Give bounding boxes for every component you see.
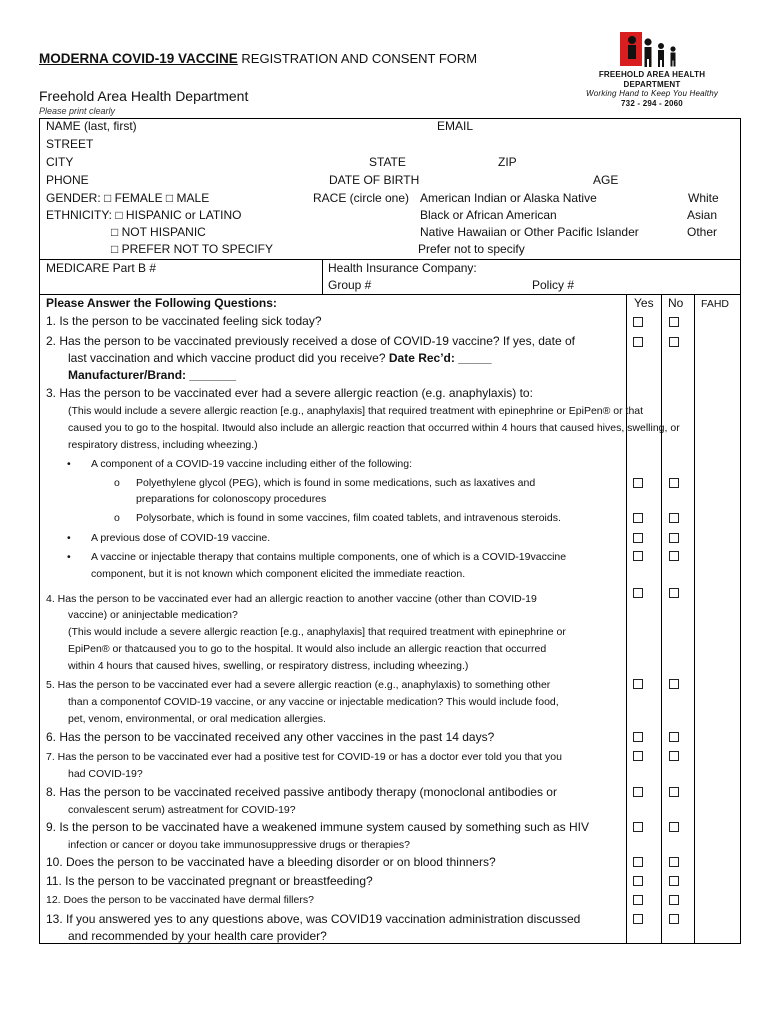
race-option-native-hawaiian[interactable]: Native Hawaiian or Other Pacific Islander — [420, 225, 639, 239]
q10-yes-checkbox[interactable] — [633, 857, 643, 867]
name-field-label[interactable]: NAME (last, first) — [46, 119, 137, 133]
col-divider-no — [661, 294, 662, 944]
question-3-sub-1-line2: preparations for colonoscopy procedures — [136, 493, 327, 505]
medicare-field-label[interactable]: MEDICARE Part B # — [46, 261, 157, 275]
q3-polysorbate-yes-checkbox[interactable] — [633, 513, 643, 523]
question-4-line3: (This would include a severe allergic reaction [e.g., anaphylaxis] that required treatment with epinephrine or — [68, 626, 566, 638]
q3-multi-component-no-checkbox[interactable] — [669, 551, 679, 561]
question-8-line2: convalescent serum) astreatment for COVID-19? — [68, 804, 296, 816]
question-13-line2: and recommended by your health care provider? — [68, 929, 327, 943]
q5-no-checkbox[interactable] — [669, 679, 679, 689]
question-5-line3: pet, venom, environmental, or oral medication allergies. — [68, 713, 326, 725]
race-option-asian[interactable]: Asian — [687, 208, 718, 222]
question-2-line2-text: last vaccination and which vaccine product did you receive? — [68, 351, 389, 365]
question-3-bullet-1: A component of a COVID-19 vaccine including either of the following: — [91, 458, 413, 470]
q3-polysorbate-no-checkbox[interactable] — [669, 513, 679, 523]
state-field-label[interactable]: STATE — [369, 155, 406, 169]
question-11: 11. Is the person to be vaccinated pregnant or breastfeeding? — [46, 874, 373, 888]
q13-yes-checkbox[interactable] — [633, 914, 643, 924]
q11-yes-checkbox[interactable] — [633, 876, 643, 886]
questions-header: Please Answer the Following Questions: — [46, 296, 277, 310]
question-3-bullet-2: A previous dose of COVID-19 vaccine. — [91, 532, 271, 544]
logo-phone: 732 - 294 - 2060 — [621, 98, 683, 108]
ethnicity-option-not-hispanic[interactable]: □ NOT HISPANIC — [111, 225, 206, 239]
race-option-prefer-not[interactable]: Prefer not to specify — [418, 242, 525, 256]
col-divider-yes — [626, 294, 627, 944]
q12-no-checkbox[interactable] — [669, 895, 679, 905]
policy-number-label[interactable]: Policy # — [532, 278, 575, 292]
q3-previous-dose-no-checkbox[interactable] — [669, 533, 679, 543]
q9-no-checkbox[interactable] — [669, 822, 679, 832]
question-12: 12. Does the person to be vaccinated have dermal fillers? — [46, 894, 314, 906]
question-7-line2: had COVID-19? — [68, 768, 143, 780]
question-2-line2 — [68, 351, 492, 366]
question-5-line1: 5. Has the person to be vaccinated ever had a severe allergic reaction (e.g., anaphylaxis) to something other — [46, 679, 551, 691]
q4-no-checkbox[interactable] — [669, 588, 679, 598]
q8-no-checkbox[interactable] — [669, 787, 679, 797]
form-title-rest: REGISTRATION AND CONSENT FORM — [237, 51, 478, 66]
question-2-line1: 2. Has the person to be vaccinated previously received a dose of COVID-19 vaccine? If yes, date of — [46, 334, 575, 348]
q3-peg-no-checkbox[interactable] — [669, 478, 679, 488]
zip-field-label[interactable]: ZIP — [498, 155, 517, 169]
question-4-line5: within 4 hours that caused hives, swelling, or respiratory distress, including wheezing.) — [68, 660, 469, 672]
q10-no-checkbox[interactable] — [669, 857, 679, 867]
question-3-note-line2: caused you to go to the hospital. Itwould also include an allergic reaction that occurred within 4 hours that caused hives, swelling, or — [68, 422, 680, 434]
question-3: 3. Has the person to be vaccinated ever had a severe allergic reaction (e.g. anaphylaxis) to: — [46, 386, 533, 400]
phone-field-label[interactable]: PHONE — [46, 173, 89, 187]
question-4-line2: vaccine) or aninjectable medication? — [68, 609, 238, 621]
question-4-line1: 4. Has the person to be vaccinated ever had an allergic reaction to another vaccine (other than COVID-19 — [46, 593, 537, 605]
form-title-bold: MODERNA COVID-19 VACCINE — [39, 51, 238, 66]
date-received-field[interactable]: Date Rec’d: _____ — [388, 351, 492, 365]
question-10: 10. Does the person to be vaccinated have a bleeding disorder or on blood thinners? — [46, 855, 496, 869]
question-3-bullet-3-line2: component, but it is not known which component elicited the immediate reaction. — [91, 568, 466, 580]
race-label: RACE (circle one) — [313, 191, 410, 205]
question-3-note-line1: (This would include a severe allergic reaction [e.g., anaphylaxis] that required treatment with epinephrine or EpiPen® or that — [68, 405, 644, 417]
ethnicity-field[interactable]: ETHNICITY: □ HISPANIC or LATINO — [46, 208, 242, 222]
q5-yes-checkbox[interactable] — [633, 679, 643, 689]
q6-no-checkbox[interactable] — [669, 732, 679, 742]
q13-no-checkbox[interactable] — [669, 914, 679, 924]
q1-no-checkbox[interactable] — [669, 317, 679, 327]
logo-text — [572, 70, 732, 108]
dob-field-label[interactable]: DATE OF BIRTH — [329, 173, 420, 187]
divider-demographics — [39, 259, 741, 260]
q6-yes-checkbox[interactable] — [633, 732, 643, 742]
ethnicity-option-prefer-not[interactable]: □ PREFER NOT TO SPECIFY — [111, 242, 273, 256]
sub-bullet-icon: o — [114, 512, 120, 524]
q1-yes-checkbox[interactable] — [633, 317, 643, 327]
question-3-note-line3: respiratory distress, including wheezing.) — [68, 439, 258, 451]
family-logo-icon — [572, 28, 732, 72]
q8-yes-checkbox[interactable] — [633, 787, 643, 797]
logo-department-name: FREEHOLD AREA HEALTH DEPARTMENT — [598, 70, 706, 89]
print-clearly-hint: Please print clearly — [39, 106, 116, 116]
question-3-sub-1-line1: Polyethylene glycol (PEG), which is found in some medications, such as laxatives and — [136, 477, 536, 489]
email-field-label[interactable]: EMAIL — [437, 119, 474, 133]
city-field-label[interactable]: CITY — [46, 155, 74, 169]
yes-column-header: Yes — [634, 296, 654, 310]
question-4-line4: EpiPen® or thatcaused you to go to the hospital. It would also include an allergic reaction that occurred — [68, 643, 547, 655]
department-logo — [572, 28, 732, 108]
insurance-company-label[interactable]: Health Insurance Company: — [328, 261, 477, 275]
question-6: 6. Has the person to be vaccinated received any other vaccines in the past 14 days? — [46, 730, 495, 744]
col-divider-fahd — [694, 294, 695, 944]
question-13-line1: 13. If you answered yes to any questions above, was COVID19 vaccination administration discussed — [46, 912, 581, 926]
race-option-white[interactable]: White — [688, 191, 719, 205]
bullet-icon: • — [67, 458, 71, 470]
q2-no-checkbox[interactable] — [669, 337, 679, 347]
divider-medicare — [322, 259, 323, 294]
q4-yes-checkbox[interactable] — [633, 588, 643, 598]
gender-field[interactable]: GENDER: □ FEMALE □ MALE — [46, 191, 210, 205]
question-9-line1: 9. Is the person to be vaccinated have a weakened immune system caused by something such as HIV — [46, 820, 589, 834]
q3-multi-component-yes-checkbox[interactable] — [633, 551, 643, 561]
q2-yes-checkbox[interactable] — [633, 337, 643, 347]
logo-tagline: Working Hand to Keep You Healthy — [585, 89, 719, 98]
q9-yes-checkbox[interactable] — [633, 822, 643, 832]
age-field-label[interactable]: AGE — [593, 173, 619, 187]
question-3-sub-2: Polysorbate, which is found in some vaccines, film coated tablets, and intravenous steroids. — [136, 512, 561, 524]
sub-bullet-icon: o — [114, 477, 120, 489]
question-5-line2: than a componentof COVID-19 vaccine, or any vaccine or injectable medication? This would include food, — [68, 696, 559, 708]
form-title — [39, 51, 477, 66]
q7-no-checkbox[interactable] — [669, 751, 679, 761]
bullet-icon: • — [67, 551, 71, 563]
question-3-bullet-3-line1: A vaccine or injectable therapy that contains multiple components, one of which is a COVID-19vaccine — [91, 551, 567, 563]
q3-peg-yes-checkbox[interactable] — [633, 478, 643, 488]
q3-previous-dose-yes-checkbox[interactable] — [633, 533, 643, 543]
question-9-line2: infection or cancer or doyou take immunosuppressive drugs or therapies? — [68, 839, 411, 851]
no-column-header: No — [668, 296, 684, 310]
q11-no-checkbox[interactable] — [669, 876, 679, 886]
question-8-line1: 8. Has the person to be vaccinated received passive antibody therapy (monoclonal antibodies or — [46, 785, 557, 799]
bullet-icon: • — [67, 532, 71, 544]
race-option-american-indian[interactable]: American Indian or Alaska Native — [420, 191, 597, 205]
question-7-line1: 7. Has the person to be vaccinated ever had a positive test for COVID-19 or has a doctor ever told you that you — [46, 751, 562, 763]
q12-yes-checkbox[interactable] — [633, 895, 643, 905]
race-option-other[interactable]: Other — [687, 225, 718, 239]
question-1: 1. Is the person to be vaccinated feeling sick today? — [46, 314, 322, 328]
q7-yes-checkbox[interactable] — [633, 751, 643, 761]
divider-insurance — [39, 294, 741, 295]
race-option-black[interactable]: Black or African American — [420, 208, 557, 222]
group-number-label[interactable]: Group # — [328, 278, 372, 292]
street-field-label[interactable]: STREET — [46, 137, 94, 151]
department-name: Freehold Area Health Department — [39, 88, 249, 104]
fahd-column-header: FAHD — [701, 298, 730, 310]
manufacturer-brand-field[interactable]: Manufacturer/Brand: _______ — [68, 368, 237, 382]
